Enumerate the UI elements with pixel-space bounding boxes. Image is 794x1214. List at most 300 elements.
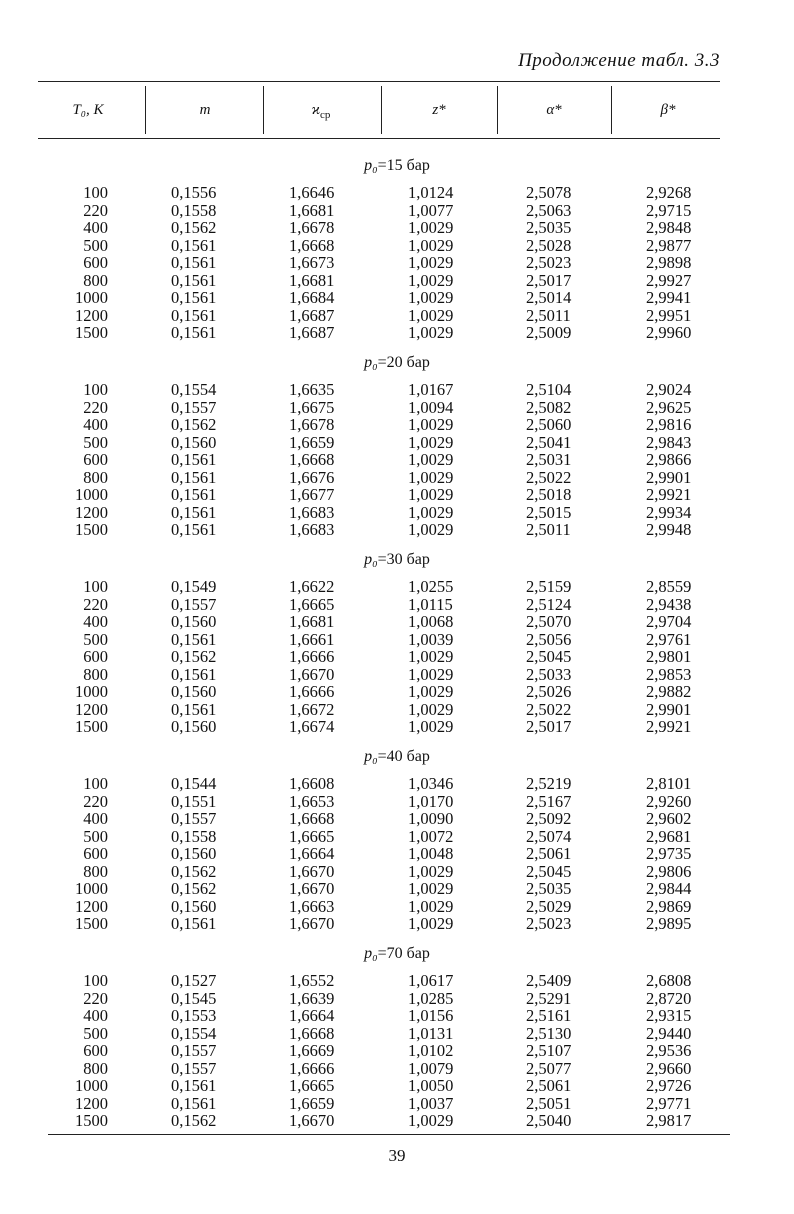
table-row [0, 219, 794, 237]
table-cell: 0,1560 [171, 682, 217, 701]
table-cell: 1,6669 [289, 1041, 335, 1060]
table-row [0, 810, 794, 828]
table-cell: 2,9941 [646, 288, 692, 307]
table-row [0, 237, 794, 255]
table-cell: 100 [83, 971, 108, 990]
column-divider [263, 86, 264, 134]
header-m: m [199, 102, 211, 118]
table-cell: 1,6664 [289, 844, 335, 863]
table-row [0, 775, 794, 793]
table-cell: 1,0029 [408, 861, 454, 881]
table-row [0, 307, 794, 325]
table-cell: 400 [83, 612, 108, 631]
table-cell: 2,9853 [646, 664, 692, 684]
table-cell: 0,1561 [171, 467, 217, 487]
table-cell: 100 [83, 577, 108, 596]
table-cell: 1,0131 [408, 1023, 454, 1043]
table-cell: 2,9315 [646, 1006, 692, 1025]
table-cell: 1200 [75, 305, 108, 325]
table-cell: 2,5082 [526, 397, 572, 417]
table-cell: 0,1561 [171, 450, 217, 469]
table-bottom-rule [48, 1134, 730, 1135]
table-cell: 1200 [75, 1093, 108, 1113]
table-cell: 100 [83, 774, 108, 793]
table-cell: 2,9816 [646, 415, 692, 434]
table-cell: 1,6661 [289, 629, 335, 649]
table-cell: 1,6681 [289, 612, 335, 631]
table-cell: 1000 [75, 1076, 108, 1095]
pressure-value: =30 бар [377, 551, 430, 568]
table-cell: 1,0617 [408, 971, 454, 990]
table-cell: 2,5031 [526, 450, 572, 469]
pressure-symbol: p₀ [364, 945, 378, 962]
table-cell: 2,9882 [646, 682, 692, 701]
table-cell: 2,9260 [646, 791, 692, 811]
section-title [0, 354, 794, 372]
table-cell: 2,9602 [646, 809, 692, 828]
table-row [0, 578, 794, 596]
table-row [0, 990, 794, 1008]
table-cell: 2,9848 [646, 218, 692, 237]
table-row [0, 596, 794, 614]
table-cell: 0,1561 [171, 235, 217, 255]
table-cell: 1,6639 [289, 988, 335, 1008]
table-row [0, 631, 794, 649]
table-cell: 1,6635 [289, 380, 335, 399]
table-cell: 1,0029 [408, 1111, 454, 1130]
table-cell: 2,8720 [646, 988, 692, 1008]
table-cell: 1,6673 [289, 253, 335, 272]
table-cell: 1,0115 [408, 594, 453, 614]
section-title [0, 748, 794, 766]
table-cell: 2,5130 [526, 1023, 572, 1043]
table-cell: 100 [83, 183, 108, 202]
table-cell: 1,0170 [408, 791, 454, 811]
table-row [0, 683, 794, 701]
table-cell: 1,0029 [408, 288, 454, 307]
table-cell: 1,0094 [408, 397, 454, 417]
table-cell: 0,1557 [171, 1058, 217, 1078]
table-cell: 1,0156 [408, 1006, 454, 1025]
table-cell: 2,9951 [646, 305, 692, 325]
table-cell: 0,1557 [171, 809, 217, 828]
table-cell: 500 [83, 235, 108, 255]
pressure-symbol: p₀ [364, 748, 378, 765]
table-cell: 2,5041 [526, 432, 572, 452]
table-cell: 1,6681 [289, 200, 335, 220]
header-kappa [266, 102, 376, 121]
table-cell: 2,9960 [646, 323, 692, 342]
table-cell: 2,5159 [526, 577, 572, 596]
table-cell: 1,0029 [408, 432, 454, 452]
column-divider [611, 86, 612, 134]
page-number: 39 [388, 1146, 406, 1165]
pressure-value: =70 бар [377, 945, 430, 962]
table-cell: 1,6678 [289, 415, 335, 434]
table-row [0, 1025, 794, 1043]
table-cell: 0,1562 [171, 861, 217, 881]
table-cell: 600 [83, 253, 108, 272]
table-cell: 2,5011 [526, 520, 571, 539]
table-cell: 400 [83, 809, 108, 828]
table-cell: 0,1545 [171, 988, 217, 1008]
table-cell: 1,6670 [289, 879, 335, 898]
table-cell: 2,5035 [526, 218, 572, 237]
table-cell: 2,9901 [646, 467, 692, 487]
table-cell: 2,5060 [526, 415, 572, 434]
table-cell: 1,0029 [408, 896, 454, 916]
table-cell: 0,1554 [171, 1023, 217, 1043]
table-row [0, 863, 794, 881]
table-cell: 0,1549 [171, 577, 217, 596]
table-row [0, 880, 794, 898]
table-cell: 1,6665 [289, 826, 335, 846]
table-cell: 1,0029 [408, 699, 454, 719]
table-cell: 0,1562 [171, 879, 217, 898]
table-cell: 1,0029 [408, 253, 454, 272]
table-cell: 1,6683 [289, 502, 335, 522]
table-cell: 1,6646 [289, 183, 335, 202]
table-cell: 2,5022 [526, 699, 572, 719]
table-cell: 2,9761 [646, 629, 692, 649]
table-cell: 1,6668 [289, 450, 335, 469]
table-cell: 2,5029 [526, 896, 572, 916]
table-cell: 1,6552 [289, 971, 335, 990]
table-cell: 0,1562 [171, 415, 217, 434]
table-cell: 0,1560 [171, 896, 217, 916]
table-row [0, 504, 794, 522]
table-cell: 1,0102 [408, 1041, 454, 1060]
table-cell: 2,5107 [526, 1041, 572, 1060]
table-cell: 1,6676 [289, 467, 335, 487]
table-cell: 2,9921 [646, 717, 692, 736]
table-cell: 2,9625 [646, 397, 692, 417]
table-cell: 0,1561 [171, 288, 217, 307]
table-row [0, 486, 794, 504]
table-cell: 1,0029 [408, 415, 454, 434]
table-cell: 2,9660 [646, 1058, 692, 1078]
table-cell: 1,6674 [289, 717, 335, 736]
header-z: z* [432, 102, 446, 118]
column-divider [497, 86, 498, 134]
table-cell: 2,9440 [646, 1023, 692, 1043]
header-kappa-symbol: ϰ [311, 102, 321, 118]
table-cell: 2,5291 [526, 988, 572, 1008]
table-cell: 220 [83, 200, 108, 220]
table-row [0, 898, 794, 916]
table-cell: 1,0029 [408, 520, 454, 539]
table-cell: 2,9726 [646, 1076, 692, 1095]
table-cell: 1000 [75, 879, 108, 898]
table-cell: 1,6668 [289, 235, 335, 255]
table-row [0, 416, 794, 434]
table-cell: 500 [83, 629, 108, 649]
table-cell: 0,1561 [171, 485, 217, 504]
table-cell: 0,1561 [171, 914, 217, 933]
table-cell: 1,6668 [289, 1023, 335, 1043]
table-cell: 0,1557 [171, 1041, 217, 1060]
table-cell: 2,5045 [526, 861, 572, 881]
table-cell: 1,6663 [289, 896, 335, 916]
table-cell: 1,6668 [289, 809, 335, 828]
table-cell: 2,5028 [526, 235, 572, 255]
table-cell: 2,9536 [646, 1041, 692, 1060]
table-cell: 1,6622 [289, 577, 335, 596]
column-divider [381, 86, 382, 134]
table-cell: 1,6665 [289, 1076, 335, 1095]
table-cell: 2,9024 [646, 380, 692, 399]
table-cell: 2,5033 [526, 664, 572, 684]
table-cell: 1,0029 [408, 914, 454, 933]
table-cell: 220 [83, 397, 108, 417]
table-cell: 2,9844 [646, 879, 692, 898]
column-divider [145, 86, 146, 134]
table-cell: 0,1551 [171, 791, 217, 811]
table-cell: 0,1558 [171, 200, 217, 220]
section-title [0, 157, 794, 175]
table-cell: 1000 [75, 485, 108, 504]
table-row [0, 254, 794, 272]
table-cell: 1200 [75, 699, 108, 719]
header-kappa-subscript: cp [320, 109, 331, 121]
table-cell: 1,6664 [289, 1006, 335, 1025]
table-cell: 0,1562 [171, 1111, 217, 1130]
table-cell: 1,0029 [408, 467, 454, 487]
table-cell: 1,6666 [289, 1058, 335, 1078]
pressure-value: =15 бар [377, 157, 430, 174]
table-cell: 2,5074 [526, 826, 572, 846]
section-title [0, 551, 794, 569]
table-row [0, 324, 794, 342]
table-cell: 2,5077 [526, 1058, 572, 1078]
table-cell: 1,6687 [289, 323, 335, 342]
table-cell: 2,6808 [646, 971, 692, 990]
table-cell: 1,0029 [408, 323, 454, 342]
table-cell: 2,9704 [646, 612, 692, 631]
table-row [0, 845, 794, 863]
table-cell: 2,9817 [646, 1111, 692, 1130]
table-cell: 1,0124 [408, 183, 454, 202]
table-cell: 800 [83, 1058, 108, 1078]
table-cell: 2,9268 [646, 183, 692, 202]
table-row [0, 381, 794, 399]
table-cell: 0,1560 [171, 432, 217, 452]
table-cell: 1,6665 [289, 594, 335, 614]
table-top-rule [38, 81, 720, 82]
table-cell: 2,9735 [646, 844, 692, 863]
table-cell: 0,1562 [171, 218, 217, 237]
table-cell: 2,5011 [526, 305, 571, 325]
table-cell: 0,1553 [171, 1006, 217, 1025]
table-cell: 2,9771 [646, 1093, 692, 1113]
table-cell: 2,5104 [526, 380, 572, 399]
table-cell: 1200 [75, 896, 108, 916]
table-cell: 2,9681 [646, 826, 692, 846]
table-row [0, 289, 794, 307]
table-cell: 1,0029 [408, 647, 454, 666]
table-cell: 2,5161 [526, 1006, 572, 1025]
table-cell: 2,5070 [526, 612, 572, 631]
table-cell: 1,0068 [408, 612, 454, 631]
table-cell: 1,6608 [289, 774, 335, 793]
table-cell: 2,9948 [646, 520, 692, 539]
table-cell: 2,9877 [646, 235, 692, 255]
table-cell: 1,0077 [408, 200, 454, 220]
table-cell: 2,5167 [526, 791, 572, 811]
table-cell: 0,1561 [171, 699, 217, 719]
table-cell: 1,0029 [408, 235, 454, 255]
table-cell: 500 [83, 432, 108, 452]
table-row [0, 434, 794, 452]
table-cell: 2,5092 [526, 809, 572, 828]
table-cell: 1,0285 [408, 988, 454, 1008]
table-cell: 0,1561 [171, 664, 217, 684]
table-cell: 1,6666 [289, 682, 335, 701]
table-cell: 400 [83, 415, 108, 434]
table-cell: 1,0029 [408, 305, 454, 325]
table-cell: 1,0029 [408, 218, 454, 237]
table-cell: 2,5051 [526, 1093, 572, 1113]
pressure-symbol: p₀ [364, 157, 378, 174]
table-cell: 0,1556 [171, 183, 217, 202]
table-cell: 1,6666 [289, 647, 335, 666]
table-cell: 2,9715 [646, 200, 692, 220]
table-cell: 2,5023 [526, 253, 572, 272]
table-cell: 0,1561 [171, 629, 217, 649]
table-cell: 0,1561 [171, 520, 217, 539]
table-row [0, 828, 794, 846]
table-cell: 0,1561 [171, 1093, 217, 1113]
table-cell: 1,0255 [408, 577, 454, 596]
table-cell: 500 [83, 826, 108, 846]
table-cell: 0,1561 [171, 305, 217, 325]
table-cell: 2,5017 [526, 270, 572, 290]
table-cell: 2,5017 [526, 717, 572, 736]
table-cell: 2,5061 [526, 1076, 572, 1095]
table-cell: 1,6670 [289, 914, 335, 933]
table-cell: 2,9866 [646, 450, 692, 469]
table-cell: 2,5409 [526, 971, 572, 990]
table-cell: 800 [83, 861, 108, 881]
table-row [0, 469, 794, 487]
table-row [0, 701, 794, 719]
table-row [0, 1112, 794, 1130]
table-cell: 2,9801 [646, 647, 692, 666]
table-cell: 0,1560 [171, 844, 217, 863]
table-cell: 0,1561 [171, 270, 217, 290]
table-cell: 1,6687 [289, 305, 335, 325]
table-cell: 800 [83, 664, 108, 684]
table-cell: 400 [83, 218, 108, 237]
table-cell: 2,5061 [526, 844, 572, 863]
table-cell: 2,5124 [526, 594, 572, 614]
table-cell: 1,0079 [408, 1058, 454, 1078]
table-cell: 1,6678 [289, 218, 335, 237]
table-cell: 600 [83, 647, 108, 666]
pressure-symbol: p₀ [364, 354, 378, 371]
table-cell: 1,0167 [408, 380, 454, 399]
table-cell: 0,1560 [171, 717, 217, 736]
table-cell: 2,5009 [526, 323, 572, 342]
table-cell: 1,0029 [408, 717, 454, 736]
table-cell: 2,5219 [526, 774, 572, 793]
pressure-value: =40 бар [377, 748, 430, 765]
table-cell: 2,5026 [526, 682, 572, 701]
table-cell: 1,6670 [289, 861, 335, 881]
table-cell: 2,5056 [526, 629, 572, 649]
table-cell: 0,1554 [171, 380, 217, 399]
table-row [0, 399, 794, 417]
table-cell: 2,9806 [646, 861, 692, 881]
table-cell: 2,5045 [526, 647, 572, 666]
table-cell: 2,9921 [646, 485, 692, 504]
table-cell: 2,5063 [526, 200, 572, 220]
table-cell: 600 [83, 450, 108, 469]
table-cell: 2,9898 [646, 253, 692, 272]
table-cell: 400 [83, 1006, 108, 1025]
table-cell: 2,9927 [646, 270, 692, 290]
table-cell: 1,0029 [408, 450, 454, 469]
table-cell: 0,1561 [171, 502, 217, 522]
table-cell: 1,6681 [289, 270, 335, 290]
table-row [0, 1042, 794, 1060]
table-row [0, 793, 794, 811]
table-row [0, 915, 794, 933]
table-cell: 1500 [75, 323, 108, 342]
table-cell: 1,6653 [289, 791, 335, 811]
table-cell: 1,6675 [289, 397, 335, 417]
table-cell: 1200 [75, 502, 108, 522]
table-cell: 0,1527 [171, 971, 217, 990]
table-cell: 1500 [75, 717, 108, 736]
table-cell: 1500 [75, 1111, 108, 1130]
table-cell: 1,0029 [408, 502, 454, 522]
table-cell: 0,1561 [171, 253, 217, 272]
table-row [0, 1060, 794, 1078]
table-row [0, 648, 794, 666]
table-cell: 600 [83, 1041, 108, 1060]
table-cell: 0,1558 [171, 826, 217, 846]
table-cell: 1,6659 [289, 1093, 335, 1113]
table-cell: 1,6684 [289, 288, 335, 307]
table-header-rule [38, 138, 720, 139]
table-cell: 1,6677 [289, 485, 335, 504]
table-cell: 2,9895 [646, 914, 692, 933]
section-title [0, 945, 794, 963]
table-cell: 1,0346 [408, 774, 454, 793]
table-cell: 220 [83, 791, 108, 811]
table-cell: 1,0029 [408, 682, 454, 701]
table-cell: 2,8101 [646, 774, 692, 793]
table-cell: 2,9438 [646, 594, 692, 614]
table-cell: 2,8559 [646, 577, 692, 596]
table-cell: 2,5018 [526, 485, 572, 504]
table-row [0, 1007, 794, 1025]
table-cell: 2,5023 [526, 914, 572, 933]
table-cell: 2,5078 [526, 183, 572, 202]
table-cell: 2,5040 [526, 1111, 572, 1130]
table-cell: 1,0029 [408, 879, 454, 898]
table-row [0, 1077, 794, 1095]
table-cell: 1,6659 [289, 432, 335, 452]
table-cell: 600 [83, 844, 108, 863]
table-row [0, 184, 794, 202]
table-cell: 2,5015 [526, 502, 572, 522]
table-row [0, 972, 794, 990]
table-cell: 1,0050 [408, 1076, 454, 1095]
table-row [0, 613, 794, 631]
table-row [0, 666, 794, 684]
